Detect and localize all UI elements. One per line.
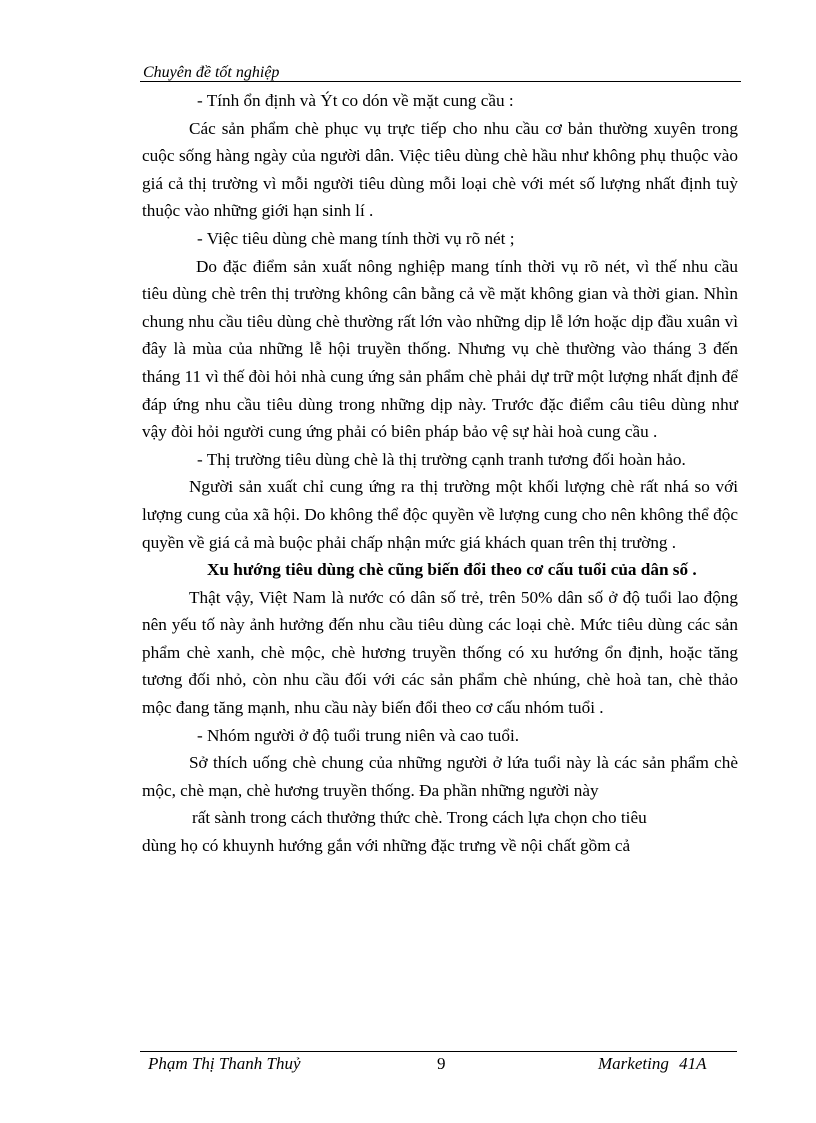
- bold-heading-age-trend: Xu hướng tiêu dùng chè cũng biến đổi theo cơ cấu tuổi của dân số .: [207, 560, 697, 580]
- bullet-stability: - Tính ổn định và Ýt co dón về mặt cung cầu :: [197, 91, 514, 110]
- document-body: [142, 87, 738, 860]
- footer-page-number: 9: [437, 1054, 446, 1073]
- paragraph-supply: Người sản xuất chỉ cung ứng ra thị trường một khối lượng chè rất nhá so với lượng cung của xã hội. Do không thể độc quyền về lượng cung cho nên không thể độc quyền về giá cả mà buộc phải chấp nhận mức giá khách quan trên thị trường .: [142, 477, 738, 552]
- paragraph-consumption-tendency: dùng họ có khuynh hướng gắn với những đặc trưng về nội chất gồm cả: [142, 836, 631, 856]
- paragraph-young-population: Thật vậy, Việt Nam là nước có dân số trẻ, trên 50% dân số ở độ tuổi lao động nên yếu tố này ảnh hưởng đến nhu cầu tiêu dùng các loại chè. Mức tiêu dùng các sản phẩm chè xanh, chè mộc, chè hương truyền thống có xu hướng ổn định, hoặc tăng tương đối nhỏ, còn nhu cầu đối với các sản phẩm chè nhúng, chè hoà tan, chè thảo mộc đang tăng mạnh, nhu cầu này biến đổi theo cơ cấu nhóm tuổi .: [142, 587, 738, 718]
- paragraph-preferences: Sở thích uống chè chung của những người ở lứa tuổi này là các sản phẩm chè mộc, chè mạn, chè hương truyền thống. Đa phần những người này: [142, 753, 738, 800]
- bullet-competition: - Thị trường tiêu dùng chè là thị trường cạnh tranh tương đối hoàn hảo.: [197, 449, 686, 469]
- bullet-middle-aged: - Nhóm người ở độ tuổi trung niên và cao tuổi.: [197, 725, 520, 745]
- paragraph-basic-needs: Các sản phẩm chè phục vụ trực tiếp cho nhu cầu cơ bản thường xuyên trong cuộc sống hàng ngày của người dân. Việc tiêu dùng chè hầu như không phụ thuộc vào giá cả thị trường vì mỗi người tiêu dùng mỗi loại chè với mét số lượng nhất định tuỳ thuộc vào những giới hạn sinh lí .: [142, 118, 738, 221]
- page-header-title: Chuyên đề tốt nghiệp: [143, 64, 280, 81]
- footer-author: Phạm Thị Thanh Thuỷ: [148, 1054, 301, 1073]
- bullet-seasonality: - Việc tiêu dùng chè mang tính thời vụ rõ nét ;: [197, 228, 515, 248]
- footer-divider: [140, 1051, 737, 1052]
- header-divider: [140, 81, 741, 82]
- paragraph-connoisseur: rất sành trong cách thưởng thức chè. Trong cách lựa chọn cho tiêu: [192, 808, 647, 828]
- paragraph-seasonal-demand: Do đặc điểm sản xuất nông nghiệp mang tính thời vụ rõ nét, vì thế nhu cầu tiêu dùng chè trên thị trường không cân bằng cả về mặt không gian và thời gian. Nhìn chung nhu cầu tiêu dùng chè thường rất lớn vào những dịp lễ lớn hoặc dịp đầu xuân vì đây là mùa của những lễ hội truyền thống. Nhưng vụ chè thường vào tháng 3 đến tháng 11 vì thế đòi hỏi nhà cung ứng sản phẩm chè phải dự trữ một lượng nhất định để đáp ứng nhu cầu tiêu dùng trong những dịp này. Trước đặc điểm câu tiêu dùng như vậy đòi hỏi người cung ứng phải có biên pháp bảo vệ sự hài hoà cung cầu .: [142, 256, 738, 442]
- footer-department: Marketing 41A: [598, 1054, 707, 1073]
